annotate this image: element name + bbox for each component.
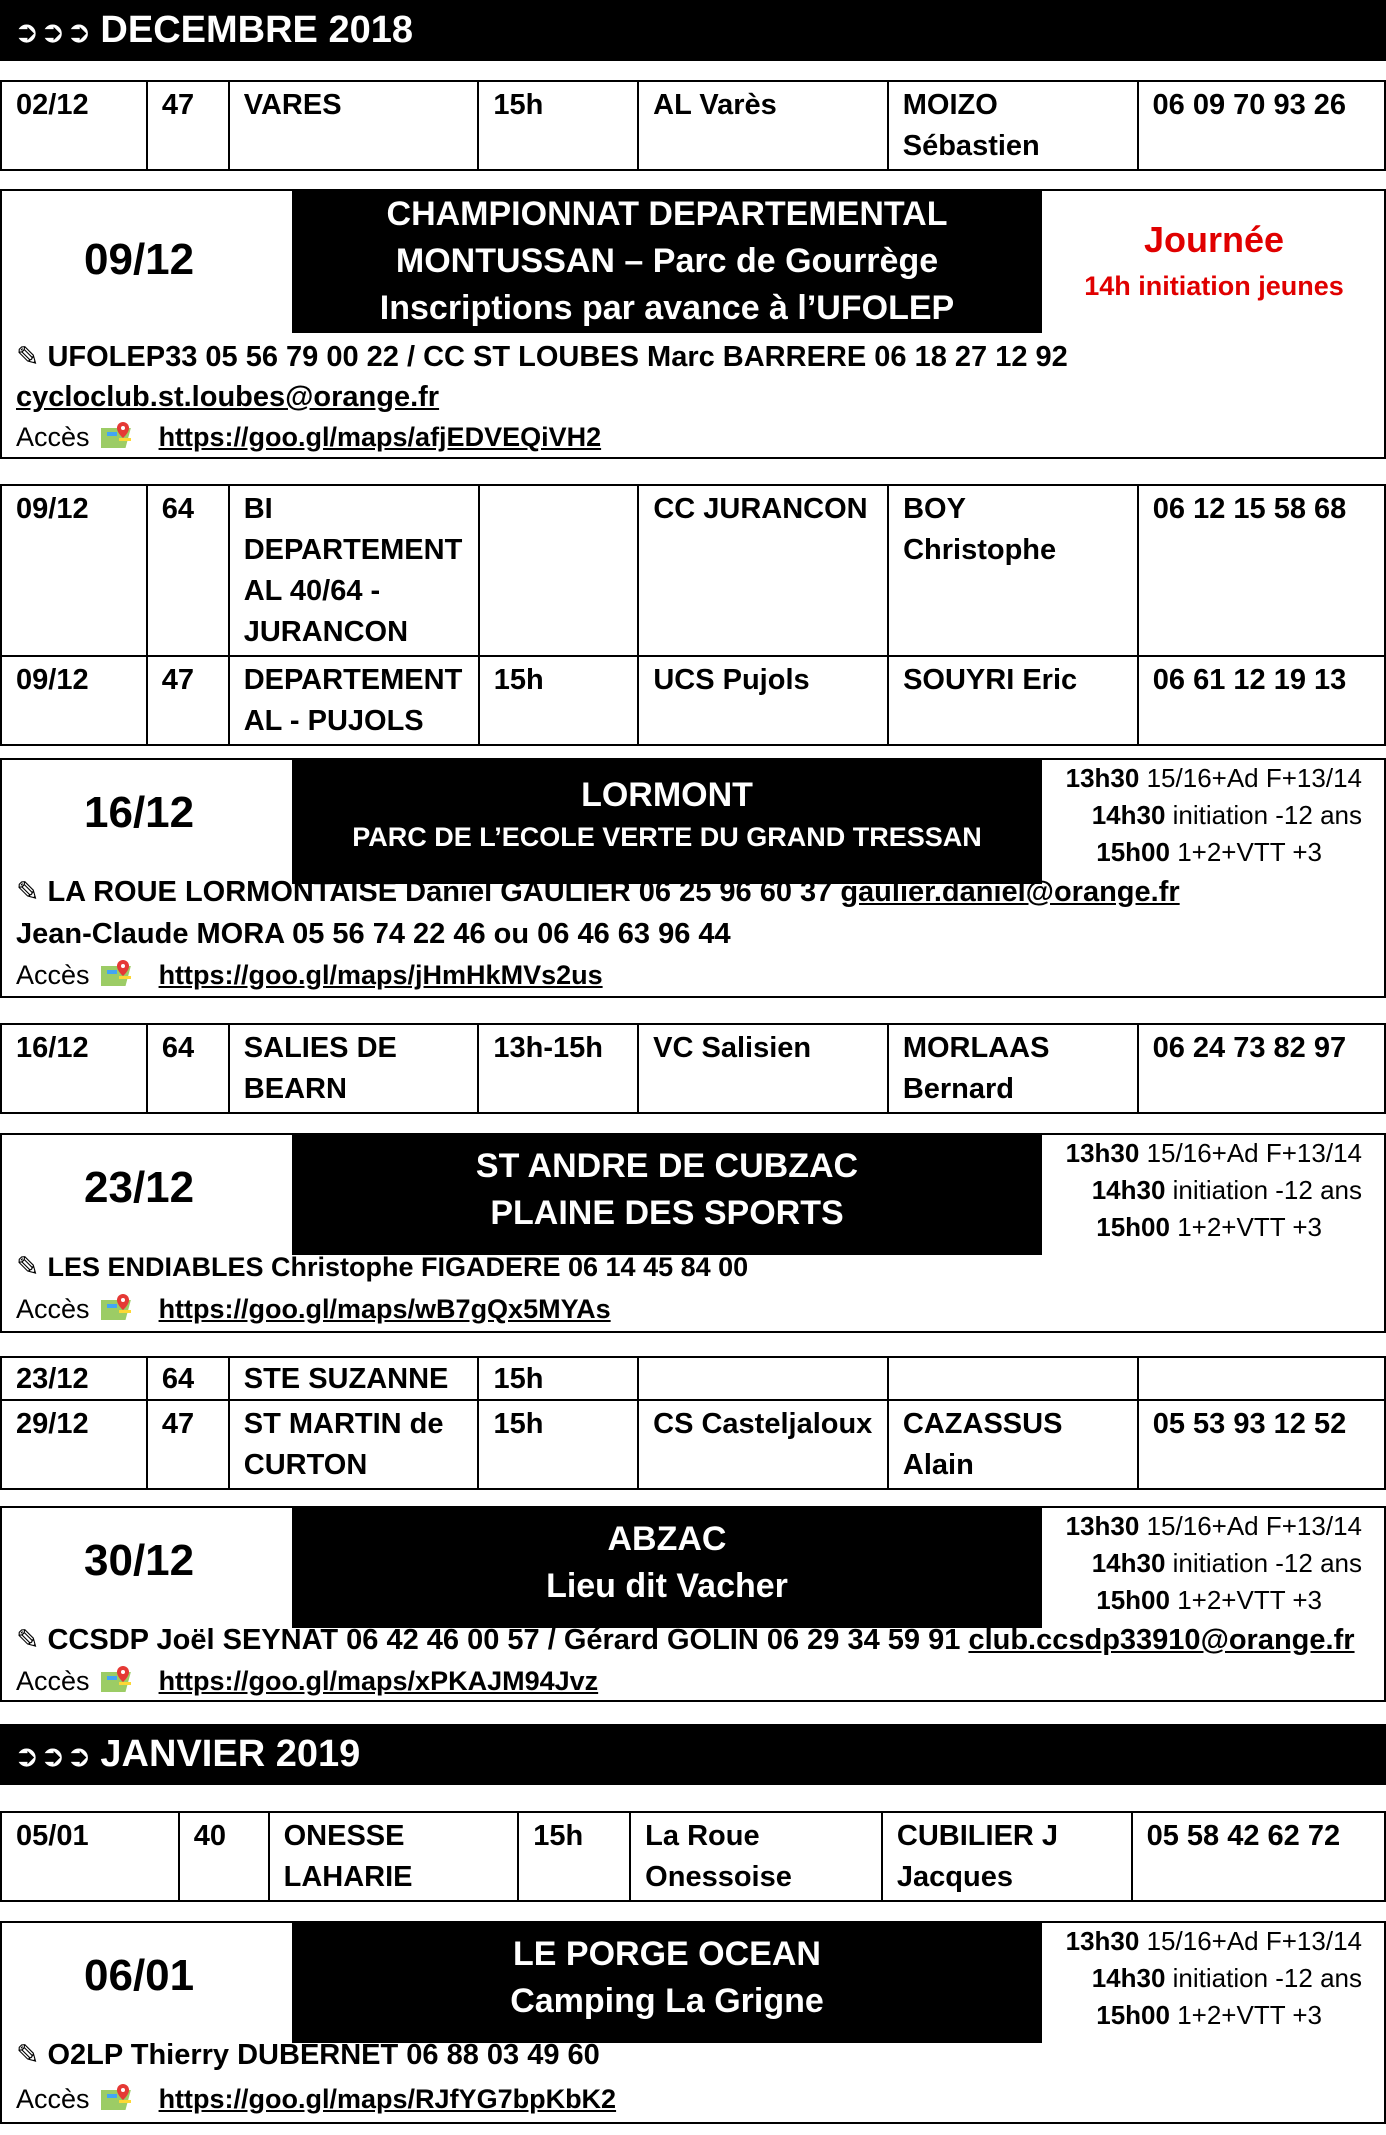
cell-place: ST MARTIN de CURTON (229, 1400, 479, 1489)
race-table (0, 80, 1386, 171)
schedule-item: 13h30 15/16+Ad F+13/14 (1065, 1138, 1362, 1168)
hand-pointer-icon: ✎ (16, 341, 40, 372)
cell-phone: 06 09 70 93 26 (1138, 81, 1386, 170)
maps-link[interactable]: https://goo.gl/maps/wB7gQx5MYAs (158, 1294, 611, 1324)
event-date: 30/12 (84, 1536, 195, 1585)
cell-place: ONESSE LAHARIE (269, 1812, 519, 1901)
month-header-december (0, 0, 1386, 61)
acces-label: Accès (16, 2084, 90, 2114)
schedule-item: 14h30 initiation -12 ans (1091, 1963, 1362, 1993)
maps-link[interactable]: https://goo.gl/maps/jHmHkMVs2us (158, 960, 603, 990)
cell-time: 15h (518, 1812, 630, 1901)
cell-date: 09/12 (1, 656, 147, 745)
cell-phone: 05 53 93 12 52 (1138, 1400, 1385, 1489)
schedule-item: 14h30 initiation -12 ans (1091, 800, 1362, 830)
arrows-icon: ➲➲➲ (14, 16, 93, 49)
hand-pointer-icon: ✎ (16, 2039, 40, 2070)
cell-dept: 64 (147, 1357, 229, 1400)
cell-dept: 47 (147, 656, 229, 745)
initiation-label: 14h initiation jeunes (1084, 271, 1344, 301)
cell-place: BI DEPARTEMENT AL 40/64 - JURANCON (229, 485, 479, 656)
table-row (1, 656, 1385, 745)
cell-dept: 47 (147, 1400, 229, 1489)
schedule (1052, 760, 1362, 871)
contact-line (16, 337, 1068, 377)
cell-place: VARES (229, 81, 479, 170)
race-table (0, 1811, 1386, 1902)
event-block (0, 1133, 1386, 1333)
contact-line (16, 2035, 600, 2075)
schedule-item: 13h30 15/16+Ad F+13/14 (1065, 1926, 1362, 1956)
cell-club (638, 1357, 888, 1400)
month-title: DECEMBRE 2018 (100, 9, 413, 51)
cell-time: 15h (478, 1357, 638, 1400)
cell-time: 13h-15h (478, 1024, 638, 1113)
month-title: JANVIER 2019 (100, 1733, 361, 1775)
table-row (1, 485, 1385, 656)
event-date: 16/12 (84, 788, 195, 837)
schedule (1052, 1135, 1362, 1246)
schedule-item: 15h00 1+2+VTT +3 (1096, 1585, 1322, 1615)
contact-line (16, 1247, 748, 1287)
cell-date: 05/01 (1, 1812, 179, 1901)
cell-contact: MORLAAS Bernard (888, 1024, 1138, 1113)
contact-text: CCSDP Joël SEYNAT 06 42 46 00 57 / Gérard GOLIN 06 29 34 59 91 (47, 1624, 961, 1656)
cell-phone: 05 58 42 62 72 (1132, 1812, 1385, 1901)
event-title-line: Inscriptions par avance à l’UFOLEP (379, 289, 955, 327)
map-icon (101, 420, 137, 450)
cell-contact: CAZASSUS Alain (888, 1400, 1138, 1489)
acces-line (16, 957, 603, 993)
event-block (0, 758, 1386, 998)
cell-date: 02/12 (1, 81, 147, 170)
event-title-box (292, 760, 1042, 884)
race-table (0, 1023, 1386, 1114)
table-row (1, 1357, 1385, 1400)
cell-dept: 40 (179, 1812, 269, 1901)
schedule (1052, 1508, 1362, 1619)
cell-place: STE SUZANNE (229, 1357, 479, 1400)
schedule-item: 15h00 1+2+VTT +3 (1096, 1212, 1322, 1242)
event-date: 23/12 (84, 1163, 195, 1212)
cell-time (479, 485, 639, 656)
acces-label: Accès (16, 960, 90, 990)
event-title-line: LORMONT (581, 776, 753, 814)
table-row (1, 1812, 1385, 1901)
hand-pointer-icon: ✎ (16, 1251, 40, 1282)
contact-text: UFOLEP33 05 56 79 00 22 / CC ST LOUBES Marc BARRERE 06 18 27 12 92 (47, 341, 1068, 373)
event-title-line: LE PORGE OCEAN (513, 1935, 821, 1973)
event-date: 09/12 (84, 235, 195, 284)
cell-time: 15h (478, 81, 638, 170)
cell-phone: 06 12 15 58 68 (1138, 485, 1385, 656)
month-header-january (0, 1724, 1386, 1785)
cell-dept: 64 (147, 485, 229, 656)
cell-club: AL Varès (638, 81, 888, 170)
table-row (1, 1024, 1385, 1113)
event-title-box (292, 1135, 1042, 1255)
contact-text: O2LP Thierry DUBERNET 06 88 03 49 60 (47, 2039, 600, 2071)
schedule-item: 15h00 1+2+VTT +3 (1096, 2000, 1322, 2030)
acces-label: Accès (16, 1294, 90, 1324)
event-title-box (292, 1923, 1042, 2043)
event-title-box (292, 191, 1042, 333)
cell-date: 16/12 (1, 1024, 147, 1113)
acces-line (16, 2081, 616, 2117)
email-link[interactable]: cycloclub.st.loubes@orange.fr (16, 381, 440, 413)
cell-contact: MOIZO Sébastien (888, 81, 1138, 170)
maps-link[interactable]: https://goo.gl/maps/RJfYG7bpKbK2 (158, 2084, 617, 2114)
cell-contact: BOY Christophe (888, 485, 1138, 656)
table-row (1, 1400, 1385, 1489)
event-title-line: Lieu dit Vacher (546, 1567, 788, 1605)
cell-club: UCS Pujols (638, 656, 888, 745)
schedule-item: 14h30 initiation -12 ans (1091, 1548, 1362, 1578)
map-icon (101, 1292, 137, 1322)
hand-pointer-icon: ✎ (16, 1624, 40, 1655)
event-title-line: MONTUSSAN – Parc de Gourrège (395, 242, 939, 280)
race-table (0, 1356, 1386, 1490)
cell-place: SALIES DE BEARN (229, 1024, 479, 1113)
cell-dept: 47 (147, 81, 229, 170)
race-table (0, 484, 1386, 746)
cell-contact: CUBILIER J Jacques (882, 1812, 1132, 1901)
event-title-line: CHAMPIONNAT DEPARTEMENTAL (386, 195, 948, 233)
cell-club: La Roue Onessoise (630, 1812, 882, 1901)
cell-date: 29/12 (1, 1400, 147, 1489)
event-title-line: Camping La Grigne (510, 1982, 824, 2020)
map-icon (101, 1664, 137, 1694)
cell-contact: SOUYRI Eric (888, 656, 1138, 745)
event-block (0, 1506, 1386, 1702)
event-date: 06/01 (84, 1951, 195, 2000)
contact-text: LES ENDIABLES Christophe FIGADERE 06 14 45 84 00 (47, 1252, 749, 1282)
contact-text: LA ROUE LORMONTAISE Daniel GAULIER 06 25 96 60 37 (47, 876, 833, 908)
event-title-line: PARC DE L’ECOLE VERTE DU GRAND TRESSAN (352, 822, 982, 852)
email-link[interactable]: club.ccsdp33910@orange.fr (968, 1624, 1355, 1656)
schedule-item: 13h30 15/16+Ad F+13/14 (1065, 763, 1362, 793)
acces-line (16, 1291, 611, 1327)
schedule-item: 14h30 initiation -12 ans (1091, 1175, 1362, 1205)
acces-label: Accès (16, 1666, 90, 1696)
event-block (0, 1921, 1386, 2124)
maps-link[interactable]: https://goo.gl/maps/afjEDVEQiVH2 (158, 422, 602, 452)
event-block (0, 189, 1386, 459)
acces-line (16, 419, 601, 455)
event-title-line: ABZAC (607, 1520, 727, 1558)
journee-label: Journée (1143, 219, 1285, 260)
cell-dept: 64 (147, 1024, 229, 1113)
schedule-item: 13h30 15/16+Ad F+13/14 (1065, 1511, 1362, 1541)
cell-club: CC JURANCON (638, 485, 888, 656)
cell-place: DEPARTEMENT AL - PUJOLS (229, 656, 479, 745)
schedule (1052, 1923, 1362, 2034)
contact-line (16, 1620, 1355, 1660)
cell-time: 15h (479, 656, 639, 745)
map-icon (101, 2082, 137, 2112)
table-row (1, 81, 1385, 170)
contact-line-2: Jean-Claude MORA 05 56 74 22 46 ou 06 46 63 96 44 (16, 918, 731, 950)
event-title-box (292, 1508, 1042, 1628)
hand-pointer-icon: ✎ (16, 876, 40, 907)
cell-date: 09/12 (1, 485, 147, 656)
cell-phone: 06 24 73 82 97 (1138, 1024, 1385, 1113)
schedule-item: 15h00 1+2+VTT +3 (1096, 837, 1322, 867)
contact-line (16, 872, 1180, 912)
arrows-icon: ➲➲➲ (14, 1740, 93, 1773)
map-icon (101, 958, 137, 988)
acces-line (16, 1663, 598, 1699)
event-title-line: PLAINE DES SPORTS (490, 1194, 844, 1232)
maps-link[interactable]: https://goo.gl/maps/xPKAJM94Jvz (158, 1666, 599, 1696)
cell-time: 15h (478, 1400, 638, 1489)
event-title-line: ST ANDRE DE CUBZAC (475, 1147, 859, 1185)
email-link[interactable]: gaulier.daniel@orange.fr (840, 876, 1180, 908)
cell-phone: 06 61 12 19 13 (1138, 656, 1385, 745)
acces-label: Accès (16, 422, 90, 452)
cell-club: VC Salisien (638, 1024, 888, 1113)
cell-phone (1138, 1357, 1385, 1400)
cell-contact (888, 1357, 1138, 1400)
cell-club: CS Casteljaloux (638, 1400, 888, 1489)
cell-date: 23/12 (1, 1357, 147, 1400)
